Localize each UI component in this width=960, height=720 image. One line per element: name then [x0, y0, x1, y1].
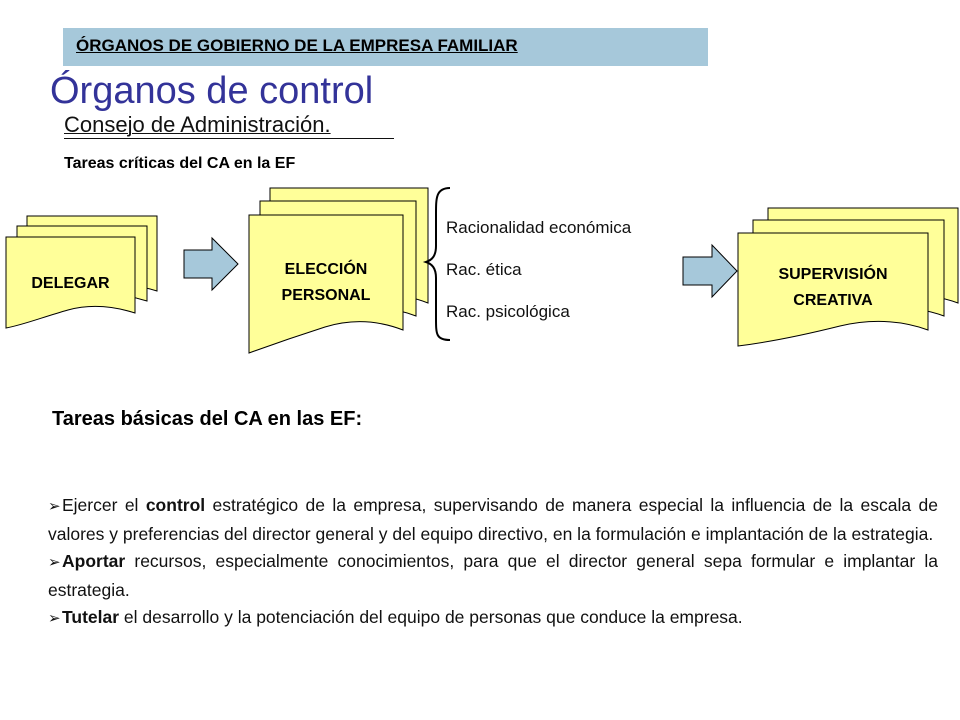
arrow-right-icon	[184, 238, 238, 290]
basic-tasks-heading: Tareas básicas del CA en las EF:	[52, 408, 363, 430]
arrow-bullet-icon: ➢	[48, 554, 61, 571]
header-title: ÓRGANOS DE GOBIERNO DE LA EMPRESA FAMILIAR	[76, 36, 518, 55]
page-title: Órganos de control	[50, 70, 374, 112]
rationality-item: Rac. ética	[446, 260, 522, 279]
list-item: ➢Ejercer el control estratégico de la empresa, supervisando de manera especial la influencia de la escala de valores y preferencias del director general y del equipo directivo, en la formulación e implantación de la estrategia.	[48, 495, 938, 544]
eleccion-line-2: PERSONAL	[281, 287, 371, 305]
arrow-right-icon	[683, 245, 737, 297]
eleccion-line-1: ELECCIÓN	[284, 261, 368, 278]
rationality-item: Racionalidad económica	[446, 218, 632, 237]
supervision-label	[738, 262, 928, 315]
arrow-bullet-icon: ➢	[48, 498, 61, 515]
delegar-label: DELEGAR	[31, 275, 110, 292]
rationality-item: Rac. psicológica	[446, 302, 570, 321]
eleccion-label	[249, 257, 403, 310]
basic-tasks-list	[48, 492, 938, 633]
supervision-line-1: SUPERVISIÓN	[778, 266, 888, 283]
supervision-line-2: CREATIVA	[793, 292, 873, 310]
arrow-bullet-icon: ➢	[48, 610, 61, 627]
list-item: ➢Tutelar el desarrollo y la potenciación del equipo de personas que conduce la empresa.	[48, 604, 938, 633]
critical-tasks-heading: Tareas críticas del CA en la EF	[64, 155, 296, 172]
list-item: ➢Aportar recursos, especialmente conocimientos, para que el director general sepa formular e implantar la estrategia.	[48, 551, 938, 600]
page-subtitle: Consejo de Administración.	[64, 112, 331, 137]
